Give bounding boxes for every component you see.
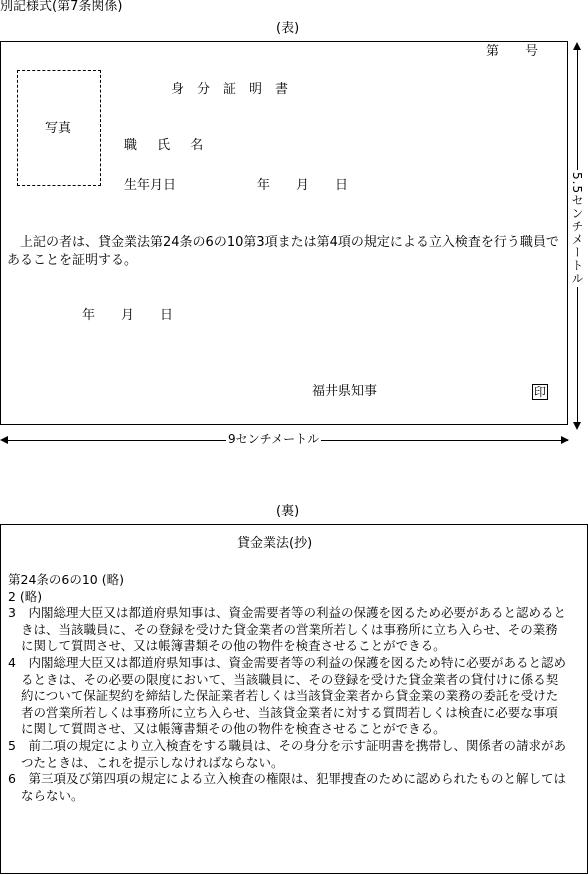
certificate-title: 身 分 証 明 書	[171, 82, 289, 97]
law-item: 5 前二項の規定により立入検査をする職員は、その身分を示す証明書を携帯し、関係者の請求があつたときは、これを提示しなければならない。	[8, 737, 566, 770]
issue-date-fields: 年 月 日	[82, 308, 174, 323]
height-arrow-bottom-icon	[573, 422, 581, 430]
issuer-name: 福井県知事	[312, 384, 378, 399]
height-dimension-label: 5.5センチメートル	[570, 172, 584, 286]
height-arrow-top-icon	[573, 42, 581, 50]
front-side-label: (表)	[276, 21, 300, 36]
law-title: 貸金業法(抄)	[237, 536, 313, 551]
width-arrow-right-icon	[561, 436, 569, 444]
birth-date-fields: 年 月 日	[257, 178, 349, 193]
certificate-body-text: 上記の者は、貸金業法第24条の6の10第3項または第4項の規定による立入検査を行う職員であることを証明する。	[7, 235, 559, 268]
law-item: 4 内閣総理大臣又は都道府県知事は、資金需要者等の利益の保護を図るため特に必要があると認めるときは、その必要の限度において、当該職員に、その登録を受けた貸金業者の貸付けに係る契約について保証契約を締結した保証業者若しくは当該貸金業者から貸金業の業務の委託を受けた者の営業所若しくは事務所に立ち入らせ、当該貸金業者に対する質問若しくは検査に必要な事項に関して質問させ、又は帳簿書類その他の物件を検査させることができる。	[8, 654, 566, 737]
certificate-number-label: 第 号	[486, 44, 539, 59]
article-heading: 第24条の6の10 (略)	[8, 572, 124, 587]
seal-mark: 印	[534, 385, 547, 399]
law-item: 3 内閣総理大臣又は都道府県知事は、資金需要者等の利益の保護を図るため必要があると認めるときは、当該職員に、その登録を受けた貸金業者の営業所若しくは事務所に立ち入らせ、その業務に関して質問させ、又は帳簿書類その他の物件を検査させることができる。	[8, 605, 566, 654]
form-label: 別記様式(第7条関係)	[0, 0, 123, 14]
birth-date-label: 生年月日	[124, 178, 177, 193]
photo-label: 写真	[45, 121, 72, 136]
law-text	[8, 572, 568, 804]
width-arrow-left-icon	[0, 436, 8, 444]
photo-box	[17, 70, 101, 186]
width-dimension-label: 9センチメートル	[228, 432, 320, 446]
law-item: 2 (略)	[8, 588, 43, 604]
back-side-label: (裏)	[276, 504, 300, 519]
front-card	[0, 41, 568, 425]
name-label: 職 氏 名	[124, 138, 212, 153]
law-item: 6 第三項及び第四項の規定による立入検査の権限は、犯罪捜査のために認められたものと解してはならない。	[8, 771, 566, 803]
